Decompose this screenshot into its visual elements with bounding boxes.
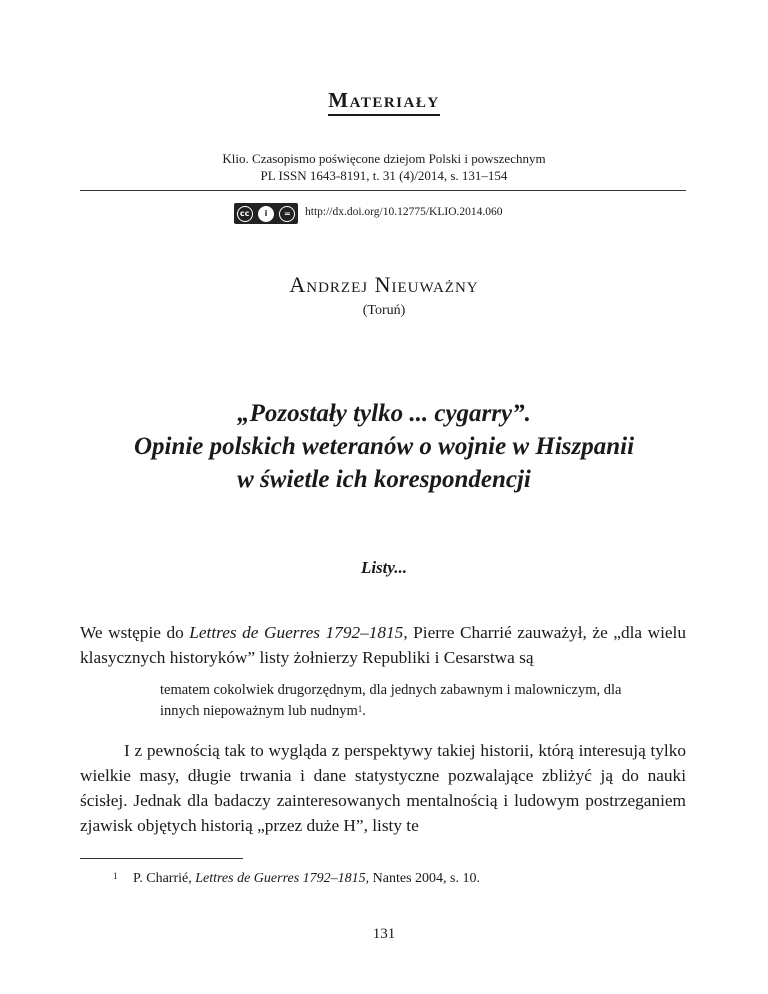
article-title [0, 397, 768, 496]
cc-icon: cc [237, 206, 253, 222]
footnote-book-title: Lettres de Guerres 1792–1815 [195, 871, 366, 886]
by-icon: i [258, 206, 274, 222]
block-quote: tematem cokolwiek drugorzędnym, dla jednych zabawnym i malowniczym, dla innych niepoważnym lub nudnym$^1$. [160, 682, 622, 719]
nd-icon: = [279, 206, 295, 222]
page-number: 131 [372, 926, 396, 942]
paragraph-2: I z pewnością tak to wygląda z perspektywy takiej historii, którą interesują tylko wielkie masy, długie trwania i dane statystyczne pozwalające zbliżyć ją do nauki ścisłej. Jednak dla badaczy zainteresowanych mentalnością i ludowym postrzeganiem zjawisk objętych historią „przez duże H”, listy te [80, 741, 686, 835]
author-name: Andrzej Nieuważny [289, 272, 479, 297]
journal-line-2: PL ISSN 1643-8191, t. 31 (4)/2014, s. 131–154 [260, 168, 508, 183]
title-line-3: w świetle ich korespondencji [237, 466, 531, 493]
paragraph-1: We wstępie do Lettres de Guerres 1792–1815, Pierre Charrié zauważył, że „dla wielu klasycznych historyków” listy żołnierzy Republiki i Cesarstwa są [80, 623, 686, 667]
title-line-2: Opinie polskich weteranów o wojnie w Hiszpanii [133, 433, 635, 460]
cc-by-nd-icon [234, 203, 298, 224]
section-title: Materiały [0, 88, 768, 113]
subheading: Listy... [360, 558, 408, 577]
footnote-number: 1 [113, 871, 118, 881]
footnote: 1 P. Charrié, Lettres de Guerres 1792–1815, Nantes 2004, s. 10. [113, 871, 480, 886]
title-line-1: „Pozostały tylko ... cygarry”. [237, 400, 531, 427]
header-rule [80, 190, 686, 191]
book-title: Lettres de Guerres 1792–1815 [189, 623, 404, 642]
journal-line-1: Klio. Czasopismo poświęcone dziejom Polski i powszechnym [222, 151, 546, 166]
author-affiliation: (Toruń) [362, 303, 406, 318]
doi-link[interactable]: http://dx.doi.org/10.12775/KLIO.2014.060 [305, 206, 503, 218]
footnote-rule [80, 858, 243, 859]
footnote-ref[interactable]: 1 [357, 704, 363, 714]
journal-info [0, 150, 768, 184]
